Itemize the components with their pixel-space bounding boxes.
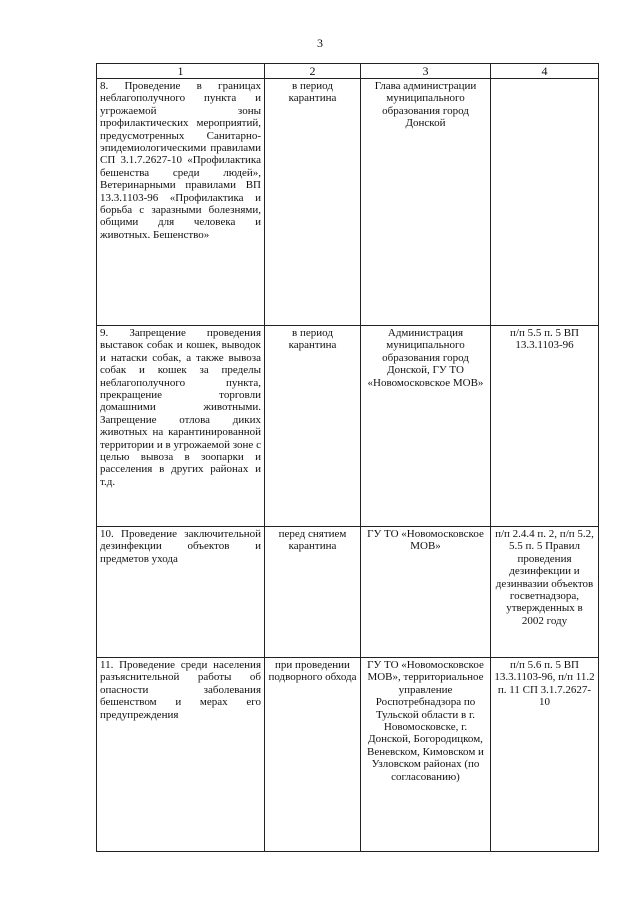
term-cell: перед снятием карантина [265, 527, 361, 658]
column-header-2: 2 [265, 64, 361, 79]
column-header-1: 1 [97, 64, 265, 79]
table-header-row [97, 64, 599, 79]
basis-cell [491, 79, 599, 326]
executor-cell: ГУ ТО «Новомосковское МОВ», территориальное управление Роспотребнадзора по Тульской области в г. Новомосковске, г. Донской, Богородицком, Веневском, Кимовском и Узловском районах (по согласованию) [361, 658, 491, 852]
term-cell: в период карантина [265, 79, 361, 326]
measure-cell: 10. Проведение заключительной дезинфекции объектов и предметов ухода [97, 527, 265, 658]
term-cell: в период карантина [265, 326, 361, 527]
basis-cell: п/п 2.4.4 п. 2, п/п 5.2, 5.5 п. 5 Правил проведения дезинфекции и дезинвазии объектов госветнадзора, утвержденных в 2002 году [491, 527, 599, 658]
measures-table [96, 63, 599, 852]
measure-cell: 11. Проведение среди населения разъяснительной работы об опасности заболевания бешенством и мерах его предупреждения [97, 658, 265, 852]
measure-cell: 8. Проведение в границах неблагополучного пункта и угрожаемой зоны профилактических мероприятий, предусмотренных Санитарно-эпидемиологическими правилами СП 3.1.7.2627-10 «Профилактика бешенства среди людей», Ветеринарными правилами ВП 13.3.1103-96 «Профилактика и борьба с заразными болезнями, общими для человека и животных. Бешенство» [97, 79, 265, 326]
table-row [97, 658, 599, 852]
table-row [97, 527, 599, 658]
basis-cell: п/п 5.5 п. 5 ВП 13.3.1103-96 [491, 326, 599, 527]
executor-cell: Глава администрации муниципального образования город Донской [361, 79, 491, 326]
column-header-3: 3 [361, 64, 491, 79]
executor-cell: Администрация муниципального образования город Донской, ГУ ТО «Новомосковское МОВ» [361, 326, 491, 527]
page-number: 3 [317, 36, 323, 50]
executor-cell: ГУ ТО «Новомосковское МОВ» [361, 527, 491, 658]
measure-cell: 9. Запрещение проведения выставок собак и кошек, выводок и натаски собак, а также вывоза собак и кошек за пределы неблагополучного пункта, прекращение торговли домашними животными. Запрещение отлова диких животных на карантинированной территории и в угрожаемой зоне с целью вывоза в зоопарки и расселения в других районах и т.д. [97, 326, 265, 527]
table-row [97, 326, 599, 527]
term-cell: при проведении подворного обхода [265, 658, 361, 852]
table-row [97, 79, 599, 326]
column-header-4: 4 [491, 64, 599, 79]
basis-cell: п/п 5.6 п. 5 ВП 13.3.1103-96, п/п 11.2 п. 11 СП 3.1.7.2627-10 [491, 658, 599, 852]
